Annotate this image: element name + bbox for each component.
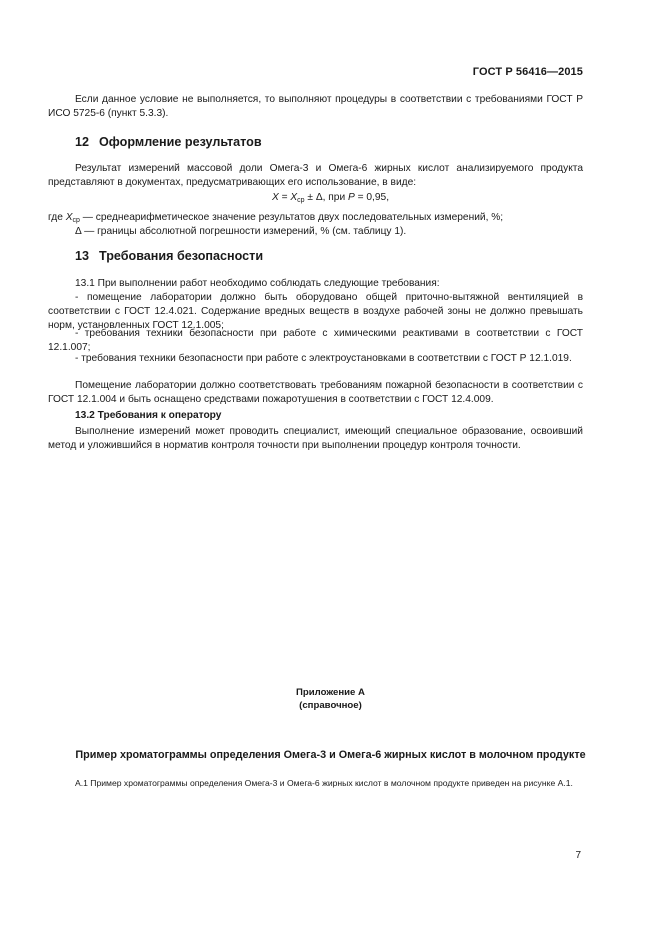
where-sub: ср bbox=[72, 217, 80, 224]
intro-paragraph: Если данное условие не выполняется, то выполняют процедуры в соответствии с требованиями ГОСТ Р ИСО 5725-6 (пункт 5.3.3). bbox=[48, 94, 583, 120]
fire-safety-paragraph: Помещение лаборатории должно соответствовать требованиям пожарной безопасности в соответствии с ГОСТ 12.1.004 и быть оснащено средствами пожаротушения в соответствии с ГОСТ 12.4.009. bbox=[48, 380, 583, 406]
section-12-heading bbox=[75, 135, 262, 149]
result-formula bbox=[0, 192, 661, 204]
annex-paragraph: А.1 Пример хроматограммы определения Омега-3 и Омега-6 жирных кислот в молочном продукте приведен на рисунке А.1. bbox=[75, 778, 573, 788]
formula-var: X bbox=[290, 192, 298, 203]
formula-eq: = bbox=[278, 192, 291, 203]
section-12-number: 12 bbox=[75, 135, 90, 149]
formula-tail: ± Δ, при bbox=[304, 192, 348, 203]
formula-sub: ср bbox=[297, 197, 305, 204]
section-12-paragraph: Результат измерений массовой доли Омега-3 и Омега-6 жирных кислот анализируемого продукта представляют в документах, предусматривающих его использование, в виде: bbox=[48, 163, 583, 189]
page-number: 7 bbox=[575, 850, 581, 861]
annex-label: Приложение А bbox=[296, 687, 365, 698]
operator-paragraph: Выполнение измерений может проводить специалист, имеющий специальное образование, освоивший метод и уложившийся в норматив контроля точности при выполнении процедур контроля точности. bbox=[48, 426, 583, 452]
section-13-2-heading: 13.2 Требования к оператору bbox=[75, 410, 222, 421]
annex-kind: (справочное) bbox=[299, 700, 362, 711]
formula-p: P bbox=[347, 192, 355, 203]
section-13-1: 13.1 При выполнении работ необходимо соблюдать следующие требования: bbox=[75, 278, 440, 289]
where-lead: где bbox=[48, 212, 66, 223]
requirement-electrical: - требования техники безопасности при работе с электроустановками в соответствии с ГОСТ Р 12.1.019. bbox=[75, 353, 572, 364]
section-13-number: 13 bbox=[75, 249, 90, 263]
formula-pval: = 0,95, bbox=[354, 192, 390, 203]
delta-line: Δ — границы абсолютной погрешности измерений, % (см. таблицу 1). bbox=[75, 226, 407, 237]
where-var: X bbox=[65, 212, 73, 223]
requirement-chemicals: - требования техники безопасности при работе с химическими реактивами в соответствии с ГОСТ 12.1.007; bbox=[48, 328, 583, 354]
requirement-ventilation: - помещение лаборатории должно быть оборудовано общей приточно-вытяжной вентиляцией в соответствии с ГОСТ 12.4.021. Содержание вредных веществ в воздухе рабочей зоны не должно превышать норм, установленных ГОСТ 12.1.005; bbox=[48, 292, 583, 332]
section-12-title: Оформление результатов bbox=[99, 135, 262, 149]
formula-lhs: X bbox=[271, 192, 279, 203]
section-13-title: Требования безопасности bbox=[99, 249, 264, 263]
where-text: — среднеарифметическое значение результатов двух последовательных измерений, %; bbox=[79, 212, 504, 223]
document-code: ГОСТ Р 56416—2015 bbox=[472, 66, 583, 78]
section-13-heading bbox=[75, 249, 263, 263]
annex-title: Пример хроматограммы определения Омега-3 и Омега-6 жирных кислот в молочном продукте bbox=[75, 749, 586, 761]
